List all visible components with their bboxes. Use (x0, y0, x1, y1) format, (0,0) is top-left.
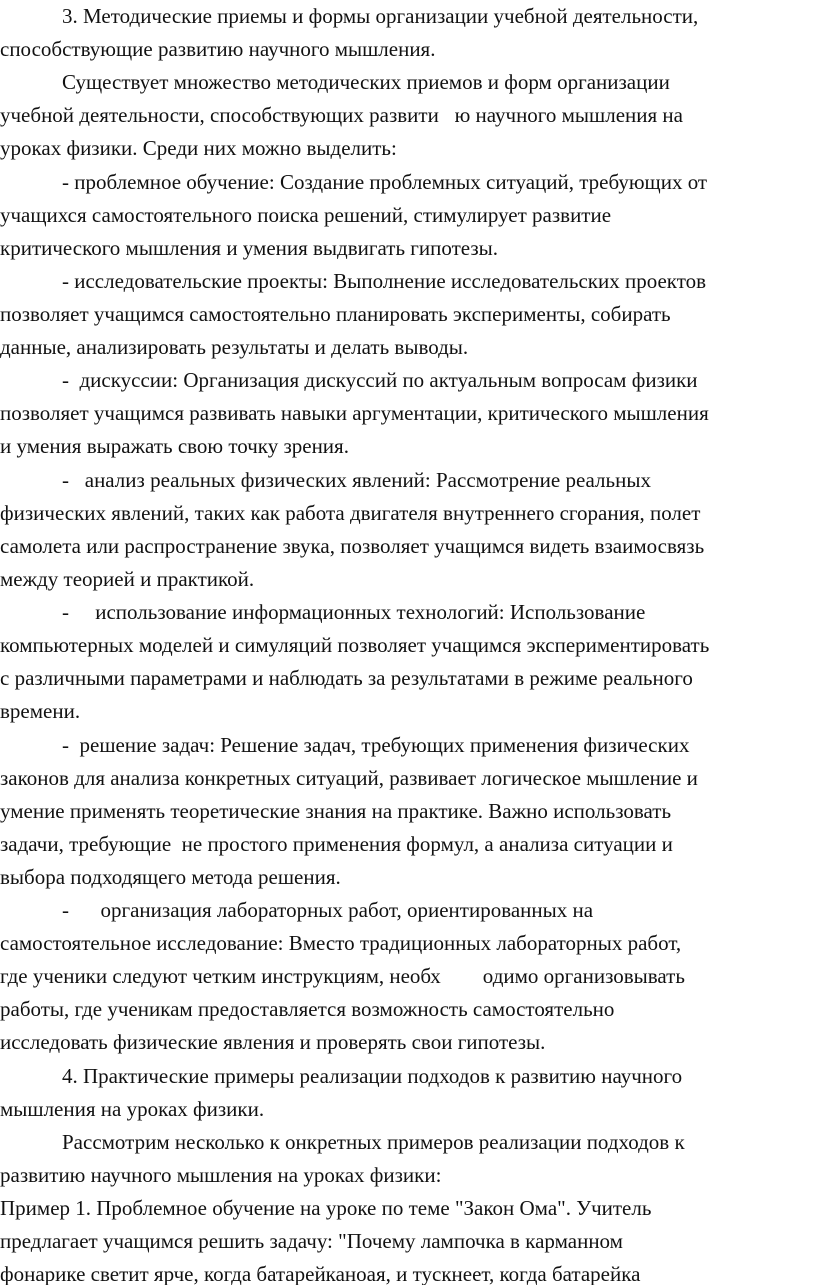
list-item-lab-work: - организация лабораторных работ, ориентированных на (62, 898, 594, 922)
text-line: задачи, требующие не простого применения формул, а анализа ситуации и (0, 832, 673, 856)
section-4-heading: 4. Практические примеры реализации подходов к развитию научного (62, 1064, 683, 1088)
list-item-research-projects: - исследовательские проекты: Выполнение исследовательских проектов (62, 269, 707, 293)
text-line: с различными параметрами и наблюдать за результатами в режиме реального (0, 666, 693, 690)
examples-intro: Рассмотрим несколько к онкретных примеров реализации подходов к (62, 1130, 685, 1154)
list-item-problem-learning: - проблемное обучение: Создание проблемных ситуаций, требующих от (62, 170, 708, 194)
text-line: позволяет учащимся самостоятельно планировать эксперименты, собирать (0, 302, 671, 326)
text-line: физических явлений, таких как работа двигателя внутреннего сгорания, полет (0, 501, 701, 525)
text-line: позволяет учащимся развивать навыки аргументации, критического мышления (0, 401, 709, 425)
text-line: исследовать физические явления и проверять свои гипотезы. (0, 1030, 546, 1054)
text-line: учащихся самостоятельного поиска решений, стимулирует развитие (0, 203, 612, 227)
text-line: предлагает учащимся решить задачу: "Почему лампочка в карманном (0, 1229, 623, 1253)
text-line: времени. (0, 699, 81, 723)
section-3-heading-cont: способствующие развитию научного мышления. (0, 37, 436, 61)
text-line: данные, анализировать результаты и делать выводы. (0, 335, 469, 359)
list-item-problem-solving: - решение задач: Решение задач, требующих применения физических (62, 733, 690, 757)
text-line: самолета или распространение звука, позволяет учащимся видеть взаимосвязь (0, 534, 705, 558)
text-line: фонарике светит ярче, когда батарейканоая, и тускнеет, когда батарейка (0, 1262, 641, 1285)
intro-paragraph: Существует множество методических приемов и форм организации (62, 70, 670, 94)
list-item-discussions: - дискуссии: Организация дискуссий по актуальным вопросам физики (62, 368, 698, 392)
text-line: критического мышления и умения выдвигать гипотезы. (0, 236, 499, 260)
text-line: уроках физики. Среди них можно выделить: (0, 136, 397, 160)
example-1-paragraph: Пример 1. Проблемное обучение на уроке по теме "Закон Ома". Учитель (0, 1196, 652, 1220)
text-line: работы, где ученикам предоставляется возможность самостоятельно (0, 997, 615, 1021)
text-line: развитию научного мышления на уроках физики: (0, 1163, 442, 1187)
text-line: между теорией и практикой. (0, 567, 255, 591)
text-line: компьютерных моделей и симуляций позволяет учащимся экспериментировать (0, 633, 710, 657)
text-line: выбора подходящего метода решения. (0, 865, 341, 889)
section-4-heading-cont: мышления на уроках физики. (0, 1097, 265, 1121)
text-line: где ученики следуют четким инструкциям, необх одимо организовывать (0, 964, 685, 988)
text-line: учебной деятельности, способствующих развити ю научного мышления на (0, 103, 683, 127)
text-line: и умения выражать свою точку зрения. (0, 434, 349, 458)
section-3-heading: 3. Методические приемы и формы организации учебной деятельности, (62, 4, 699, 28)
list-item-real-phenomena: - анализ реальных физических явлений: Рассмотрение реальных (62, 468, 651, 492)
text-line: умение применять теоретические знания на практике. Важно использовать (0, 799, 672, 823)
list-item-it: - использование информационных технологий: Использование (62, 600, 646, 624)
text-line: самостоятельное исследование: Вместо традиционных лабораторных работ, (0, 931, 682, 955)
text-line: законов для анализа конкретных ситуаций, развивает логическое мышление и (0, 766, 698, 790)
